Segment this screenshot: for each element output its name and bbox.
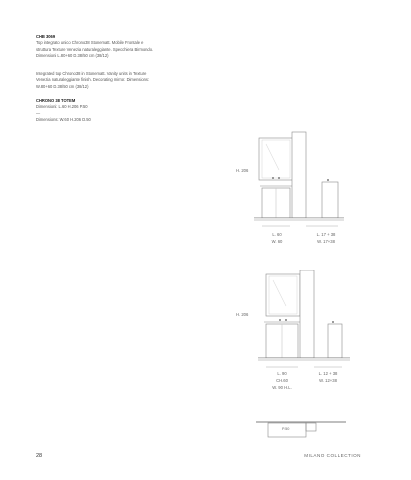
plan-view-drawing xyxy=(0,418,411,444)
elevation-drawing-2 xyxy=(0,270,411,380)
floor-band xyxy=(258,358,350,361)
elevation-drawing-1 xyxy=(0,130,411,245)
dimension-label-right-1 xyxy=(306,231,346,245)
mirror-reflection xyxy=(266,144,279,170)
dimension-label-left-1 xyxy=(262,231,292,245)
mirror-outline xyxy=(266,274,300,316)
separator-dash: — xyxy=(36,110,41,116)
dimension-label-right-2 xyxy=(308,370,348,384)
dimension-line: Dimensioni: L.60 H.206 P.50 xyxy=(36,104,88,110)
tap-left-icon xyxy=(279,319,281,321)
dimension-text: L. 90 xyxy=(277,371,287,376)
mirror-reflection xyxy=(273,280,286,306)
tap-side-icon xyxy=(327,179,329,181)
side-unit xyxy=(322,182,338,218)
floor-band xyxy=(254,218,344,221)
description-line: W.80+60 D.38/50 cm (38/12) xyxy=(36,83,89,89)
plan-label: P.50 xyxy=(282,427,290,431)
product-code-title: CHB 3069 xyxy=(36,34,56,39)
mirror-inner xyxy=(262,140,290,178)
tap-right-icon xyxy=(278,177,280,179)
totem-column xyxy=(300,270,314,358)
collection-name: MILANO COLLECTION xyxy=(304,453,361,458)
tap-left-icon xyxy=(272,177,274,179)
dimension-text: W. 90 H.L. xyxy=(272,385,292,390)
dimension-text: W. 12+38 xyxy=(319,378,337,383)
description-line: Top integrato unico Chrono38 Stonematt. Mobile Frontale e xyxy=(36,40,144,46)
dimension-text: W. 17+38 xyxy=(317,239,335,244)
english-description xyxy=(36,71,211,90)
dimension-text: L. 12 + 38 xyxy=(318,371,338,376)
mirror-outline xyxy=(259,138,293,180)
dimension-line: Dimensions: W.60 H.206 D.50 xyxy=(36,116,91,122)
dimension-text: W. 60 xyxy=(271,239,283,244)
dimension-label-left-2 xyxy=(262,370,302,391)
dimension-text: L. 60 xyxy=(272,232,282,237)
description-line: Dimensioni L.80+60 D.38/50 cm (38/12) xyxy=(36,52,109,58)
totem-column xyxy=(292,132,306,218)
tap-right-icon xyxy=(285,319,287,321)
height-label-2: H. 206 xyxy=(236,312,249,317)
dimension-text: L. 17 + 38 xyxy=(316,232,336,237)
page-number: 28 xyxy=(36,453,43,459)
height-label-1: H. 206 xyxy=(236,168,249,173)
description-line: Venezia naturaleggiante finish. Decorating mirror. Dimensions: xyxy=(36,77,150,83)
dimension-text: CH.60 xyxy=(276,378,288,383)
totem-description xyxy=(36,98,211,123)
mirror-inner xyxy=(269,276,297,314)
description-line: Integrated top Chrono38 in Stonematt. Vanity units in Texture xyxy=(36,71,147,76)
totem-title: CHRONO 38 TOTEM xyxy=(36,98,76,103)
italian-description xyxy=(36,34,211,59)
side-unit xyxy=(328,324,342,358)
column-plan xyxy=(306,423,316,431)
tap-side-icon xyxy=(332,321,334,323)
description-line: struttura Texture Venezia naturaleggiante. Specchiera Birmondo. xyxy=(36,46,154,52)
